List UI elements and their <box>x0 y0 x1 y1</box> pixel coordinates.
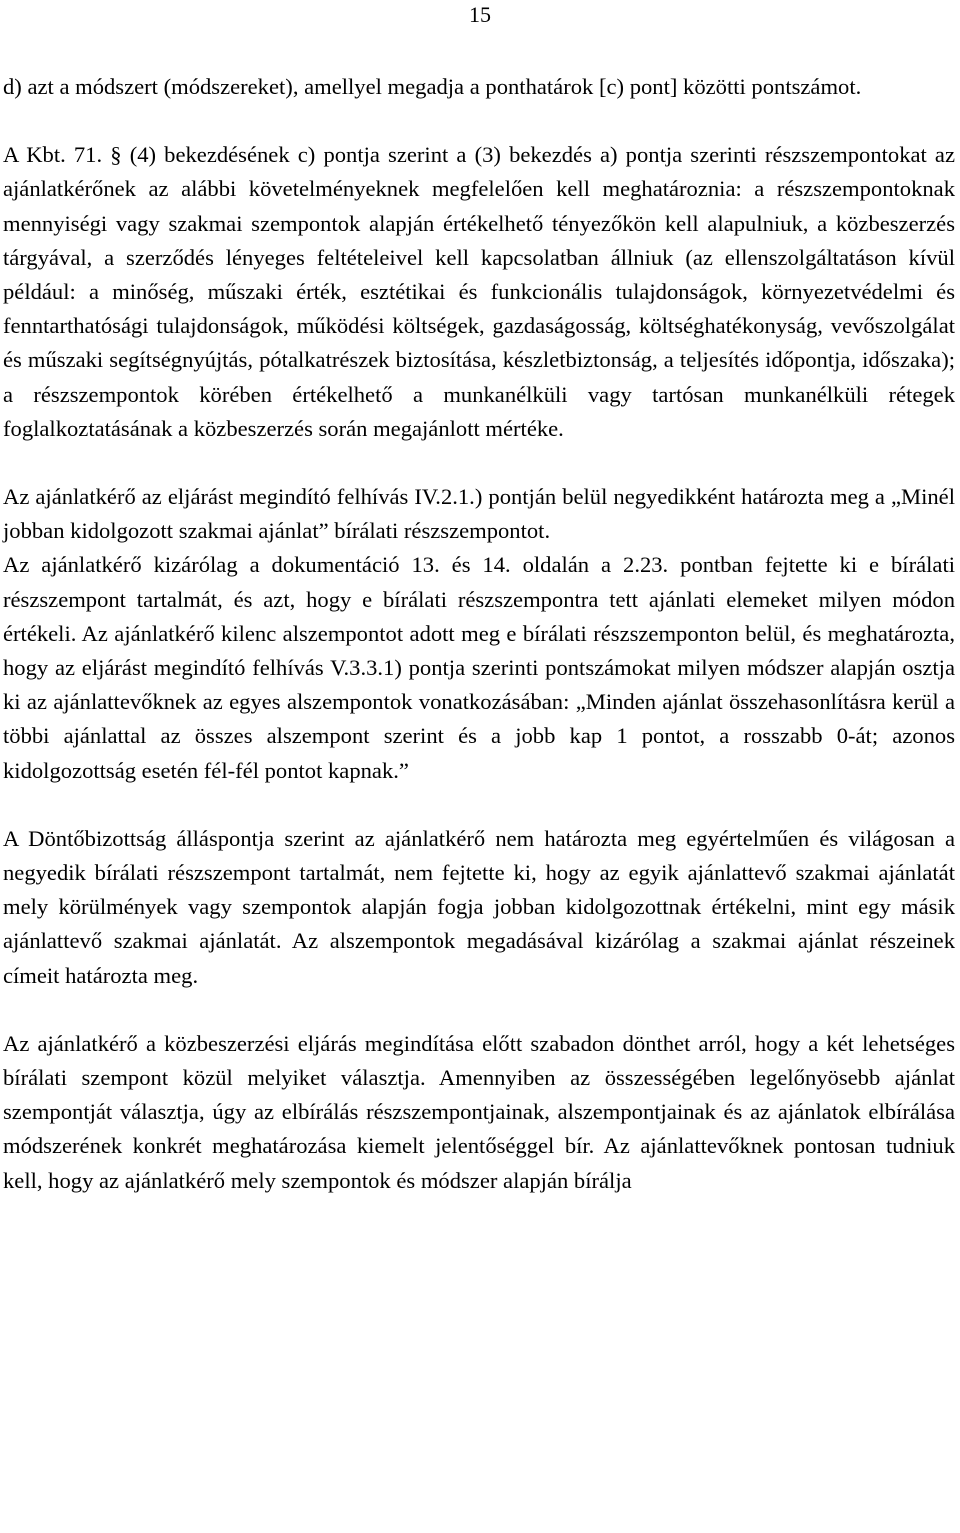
paragraph-dokumentacio: Az ajánlatkérő kizárólag a dokumentáció 13. és 14. oldalán a 2.23. pontban fejtette ki e bírálati részszempont tartalmát, és azt, hogy e bírálati részszempontra tett ajánlati elemeket milyen módon értékeli. Az ajánlatkérő kilenc alszempontot adott meg e bírálati részszemponton belül, és meghatározta, hogy az eljárást megindító felhívás V.3.3.1) pontja szerinti pontszámokat milyen módszer alapján osztja ki az ajánlattevőknek az egyes alszempontok vonatkozásában: „Minden ajánlat összehasonlításra kerül a többi ajánlattal az összes alszempont szerint és a jobb kap 1 pontot, a rosszabb 0-át; azonos kidolgozottság esetén fél-fél pontot kapnak.” <box>3 552 955 783</box>
paragraph-method: d) azt a módszert (módszereket), amellyel megadja a ponthatárok [c) pont] közötti pontszámot. <box>3 74 862 99</box>
page-number: 15 <box>469 2 491 27</box>
paragraph-biralati-szempont: Az ajánlatkérő a közbeszerzési eljárás megindítása előtt szabadon dönthet arról, hogy a két lehetséges bírálati szempont közül melyiket választja. Amennyiben az összességében legelőnyösebb ajánlat szempontját választja, úgy az elbírálás részszempontjainak, alszempontjainak és az ajánlatok elbírálása módszerének konkrét meghatározása kiemelt jelentőséggel bír. Az ajánlattevőknek pontosan tudniuk kell, hogy az ajánlatkérő mely szempontok és módszer alapján bírálja <box>3 1030 955 1193</box>
paragraph-dontobizottsag: A Döntőbizottság álláspontja szerint az ajánlatkérő nem határozta meg egyértelműen és világosan a negyedik bírálati részszempont tartalmát, nem fejtette ki, hogy az egyik ajánlattevő szakmai ajánlatát mely körülmények vagy szempontok alapján fogja jobban kidolgozottnak értékelni, mint egy másik ajánlattevő szakmai ajánlatát. Az alszempontok megadásával kizárólag a szakmai ajánlat részeinek címeit határozta meg. <box>3 825 955 988</box>
paragraph-kbt-71: A Kbt. 71. § (4) bekezdésének c) pontja szerint a (3) bekezdés a) pontja szerinti részszempontokat az ajánlatkérőnek az alábbi követelményeknek megfelelően kell meghatároznia: a részszempontoknak mennyiségi vagy szakmai szempontok alapján értékelhető tényezőkön kell alapulniuk, a közbeszerzés tárgyával, a szerződés lényeges feltételeivel kell kapcsolatban állniuk (az ellenszolgáltatáson kívül például: a minőség, műszaki érték, esztétikai és funkcionális tulajdonságok, környezetvédelmi és fenntarthatósági tulajdonságok, működési költségek, gazdaságosság, költséghatékonyság, vevőszolgálat és műszaki segítségnyújtás, pótalkatrészek biztosítása, készletbiztonság, a teljesítés időpontja, időszaka); a részszempontok körében értékelhető a munkanélküli vagy tartósan munkanélküli rétegek foglalkoztatásának a közbeszerzés során megajánlott mértéke. <box>3 142 955 441</box>
document-body <box>3 70 955 1198</box>
paragraph-ajanlatkero-felhivas: Az ajánlatkérő az eljárást megindító felhívás IV.2.1.) pontján belül negyedikként határozta meg a „Minél jobban kidolgozott szakmai ajánlat” bírálati részszempontot. <box>3 484 955 544</box>
